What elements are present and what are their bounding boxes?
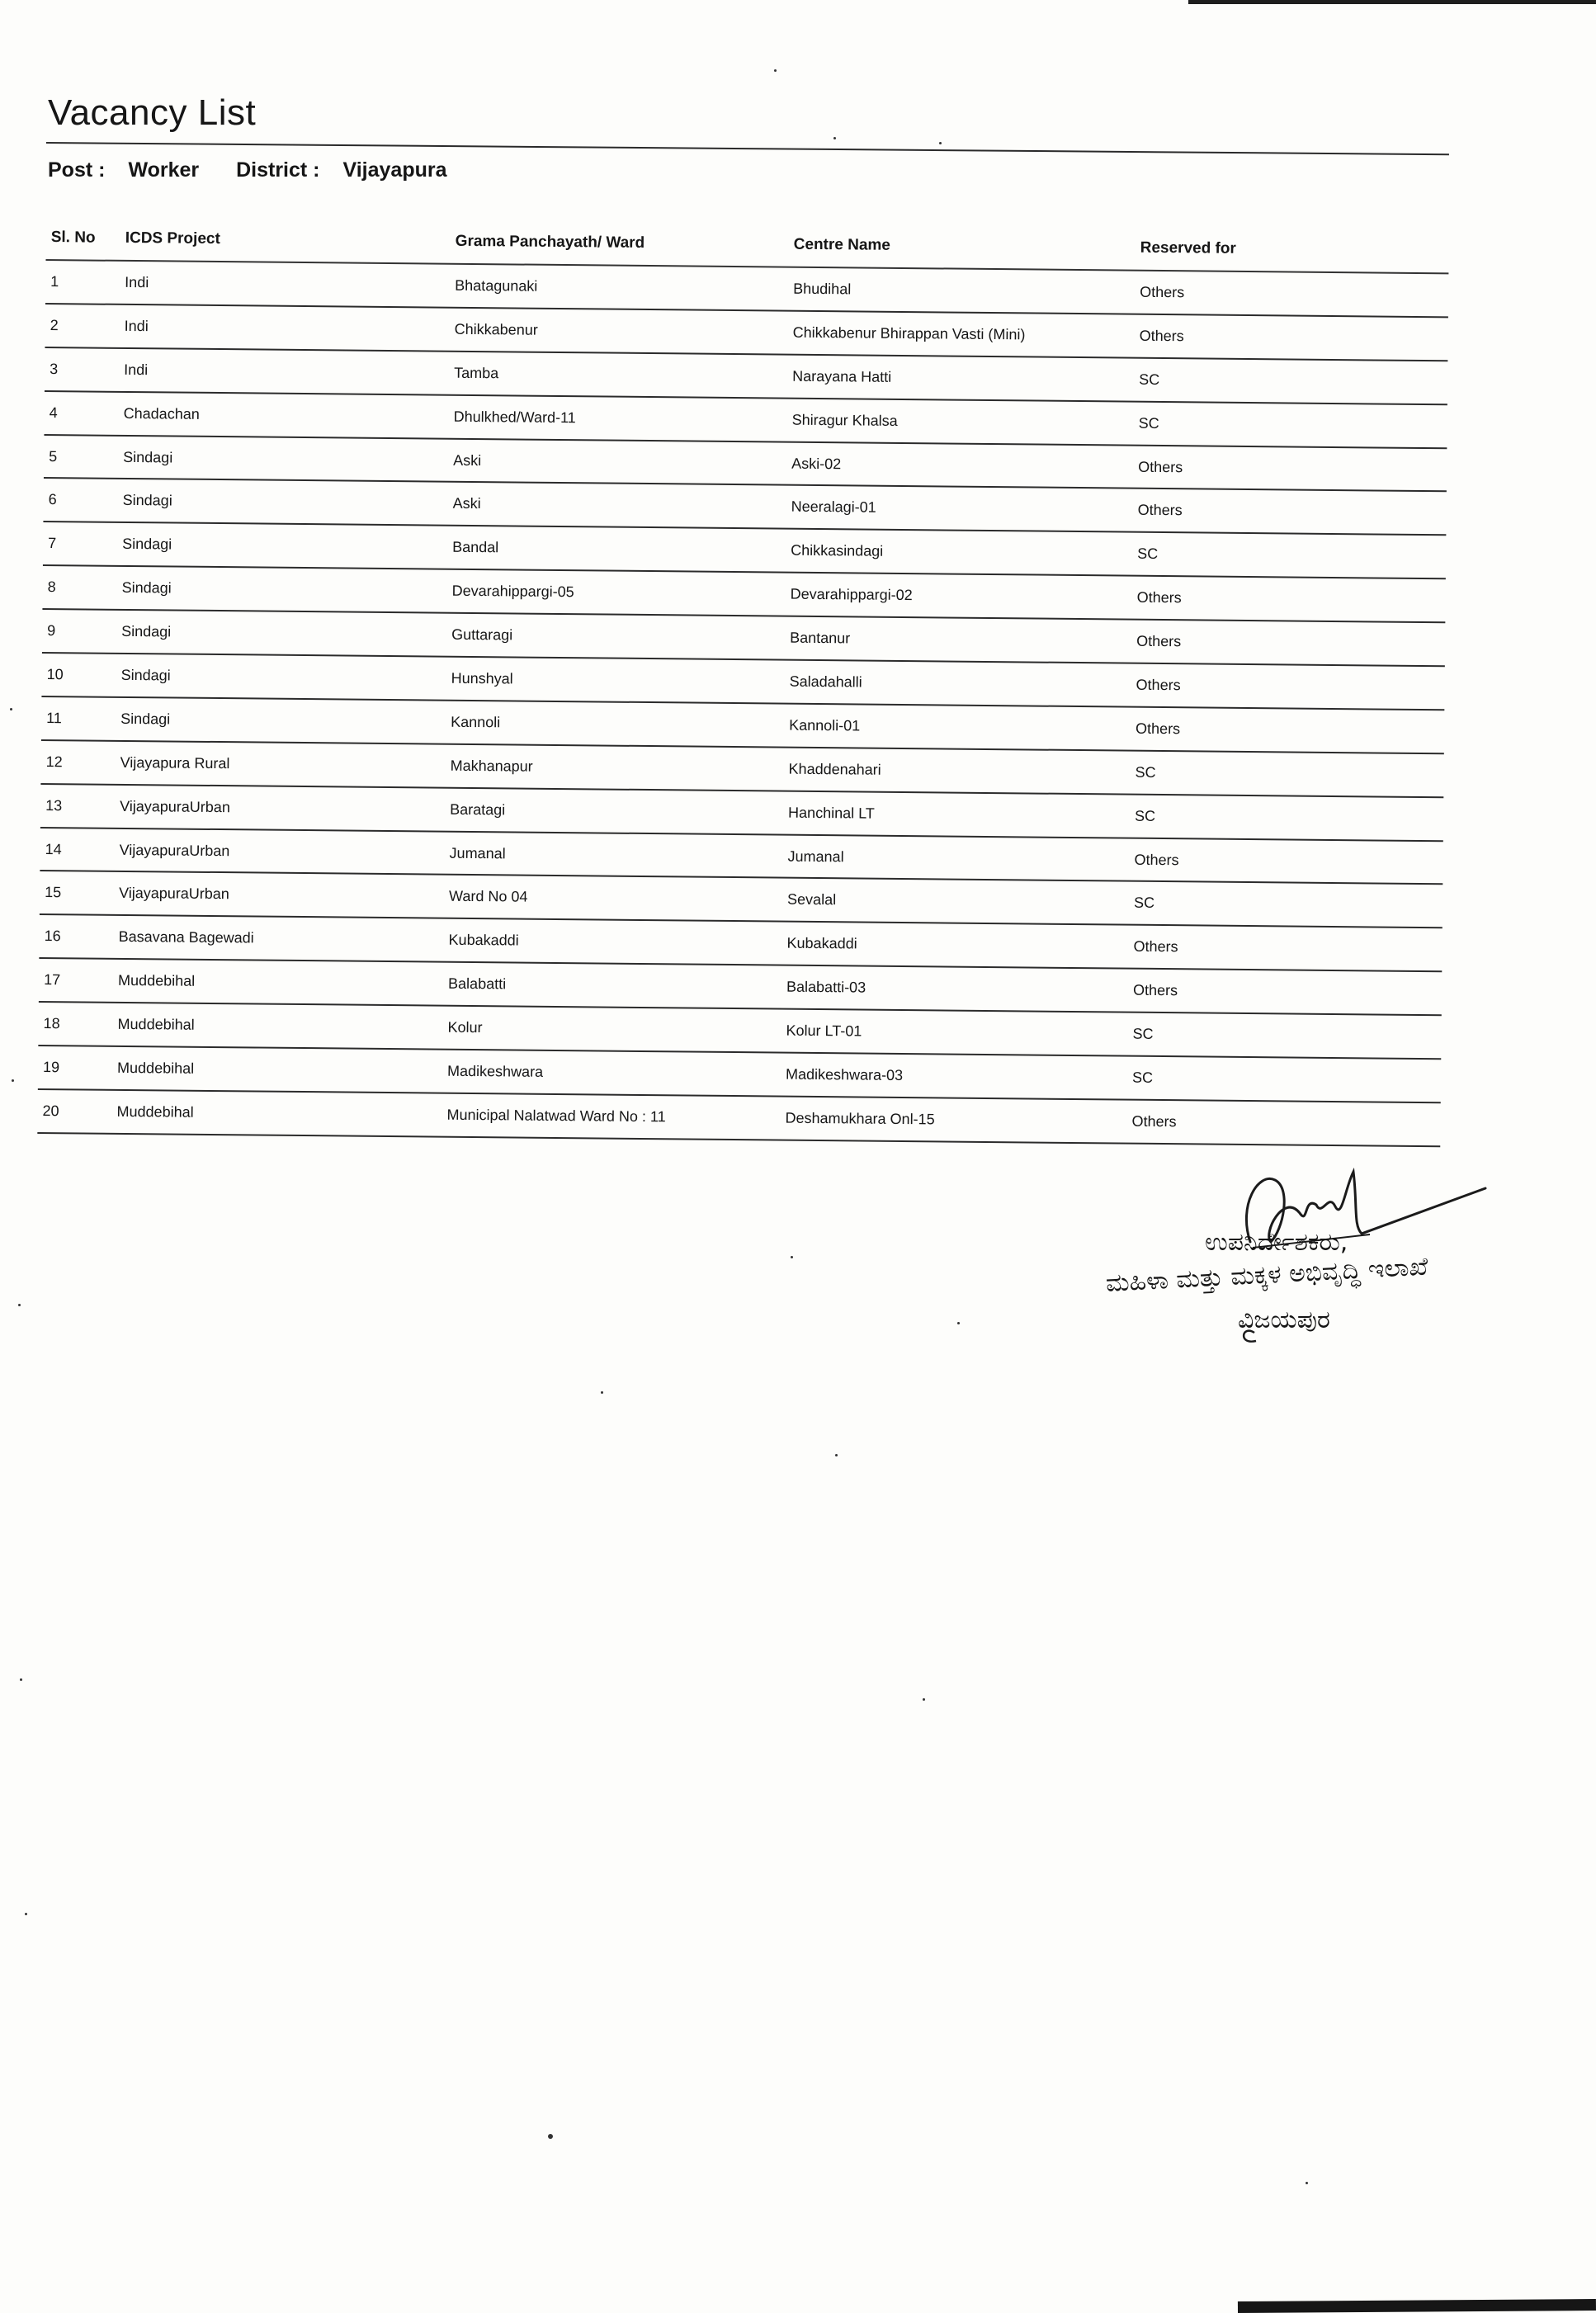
page-title: Vacancy List: [48, 92, 257, 133]
cell-grama-panchayath: Balabatti: [448, 975, 507, 993]
cell-centre-name: Narayana Hatti: [792, 367, 892, 385]
scan-speck: [957, 1322, 960, 1324]
header-icds-project: ICDS Project: [125, 229, 220, 248]
scan-speck: [774, 69, 777, 72]
cell-centre-name: Devarahippargi-02: [790, 585, 913, 604]
cell-icds-project: Sindagi: [121, 579, 172, 597]
cell-grama-panchayath: Aski: [453, 451, 482, 469]
cell-grama-panchayath: Kubakaddi: [448, 932, 519, 949]
cell-grama-panchayath: Jumanal: [449, 844, 506, 861]
scan-speck: [548, 2134, 553, 2139]
cell-reserved-for: Others: [1138, 458, 1183, 475]
cell-reserved-for: SC: [1131, 1069, 1154, 1086]
cell-icds-project: Indi: [125, 273, 149, 291]
post-label: Post :: [48, 158, 106, 182]
signature-department: ಮಹಿಳಾ ಮತ್ತು ಮಕ್ಕಳ ಅಭಿವೃದ್ಧಿ ಇಲಾಖೆ: [1105, 1252, 1429, 1298]
scan-speck: [939, 142, 942, 144]
cell-centre-name: Saladahalli: [789, 673, 862, 691]
cell-reserved-for: Others: [1132, 981, 1178, 999]
district-value: Vijayapura: [342, 158, 447, 182]
cell-sl-no: 19: [43, 1058, 60, 1076]
cell-icds-project: VijayapuraUrban: [119, 841, 230, 859]
cell-grama-panchayath: Kolur: [447, 1018, 483, 1036]
district-label: District :: [236, 158, 320, 182]
cell-icds-project: Sindagi: [121, 622, 172, 640]
cell-grama-panchayath: Kannoli: [451, 713, 501, 731]
cell-sl-no: 14: [45, 840, 62, 857]
scan-speck: [601, 1391, 603, 1394]
cell-centre-name: Sevalal: [786, 891, 837, 909]
cell-icds-project: Vijayapura Rural: [120, 753, 230, 772]
cell-icds-project: Sindagi: [120, 666, 171, 684]
cell-icds-project: Sindagi: [120, 710, 171, 728]
cell-icds-project: Indi: [124, 361, 149, 378]
cell-icds-project: Chadachan: [123, 404, 200, 422]
cell-icds-project: Sindagi: [123, 448, 173, 465]
scan-speck: [791, 1256, 793, 1258]
cell-reserved-for: SC: [1133, 895, 1155, 912]
cell-grama-panchayath: Devarahippargi-05: [451, 582, 574, 601]
cell-reserved-for: Others: [1134, 851, 1179, 868]
cell-grama-panchayath: Municipal Nalatwad Ward No : 11: [446, 1106, 666, 1126]
cell-grama-panchayath: Makhanapur: [450, 757, 533, 775]
cell-reserved-for: SC: [1135, 763, 1156, 781]
cell-sl-no: 5: [49, 447, 58, 465]
cell-sl-no: 3: [50, 360, 59, 377]
post-value: Worker: [128, 158, 200, 182]
cell-centre-name: Bhudihal: [793, 280, 852, 298]
cell-centre-name: Shiragur Khalsa: [791, 411, 898, 429]
cell-centre-name: Hanchinal LT: [788, 804, 875, 822]
cell-sl-no: 18: [43, 1015, 60, 1032]
cell-grama-panchayath: Chikkabenur: [454, 320, 538, 338]
cell-icds-project: Basavana Bagewadi: [118, 928, 254, 946]
cell-icds-project: Muddebihal: [117, 1015, 195, 1033]
cell-icds-project: VijayapuraUrban: [119, 885, 229, 903]
cell-reserved-for: Others: [1136, 720, 1181, 738]
scan-speck: [923, 1698, 925, 1701]
scan-speck: [10, 708, 12, 710]
cell-icds-project: Sindagi: [122, 536, 172, 553]
table-body: [37, 261, 1448, 1147]
cell-grama-panchayath: Ward No 04: [449, 888, 528, 906]
cell-sl-no: 16: [44, 928, 61, 945]
cell-icds-project: Sindagi: [122, 492, 172, 509]
cell-sl-no: 9: [47, 622, 56, 640]
cell-reserved-for: SC: [1132, 1025, 1154, 1043]
cell-centre-name: Kubakaddi: [786, 934, 857, 952]
cell-reserved-for: SC: [1139, 371, 1160, 388]
scan-speck: [25, 1913, 27, 1915]
cell-icds-project: Muddebihal: [118, 972, 196, 989]
scan-speck: [833, 137, 836, 139]
cell-icds-project: Muddebihal: [117, 1059, 195, 1077]
cell-grama-panchayath: Dhulkhed/Ward-11: [453, 408, 576, 426]
post-district-line: [48, 158, 470, 182]
cell-reserved-for: Others: [1136, 676, 1181, 694]
cell-icds-project: VijayapuraUrban: [120, 797, 231, 815]
cell-sl-no: 20: [42, 1102, 59, 1120]
cell-centre-name: Deshamukhara Onl-15: [785, 1109, 935, 1128]
signature-place: ವಿಜಯಪುರ: [1238, 1305, 1330, 1334]
cell-centre-name: Madikeshwara-03: [785, 1065, 904, 1083]
cell-grama-panchayath: Baratagi: [450, 800, 506, 818]
cell-centre-name: Bantanur: [790, 629, 851, 647]
cell-centre-name: Chikkasindagi: [791, 541, 884, 560]
cell-centre-name: Chikkabenur Bhirappan Vasti (Mini): [792, 323, 1026, 343]
scan-speck: [12, 1079, 14, 1082]
cell-sl-no: 8: [47, 578, 56, 596]
cell-centre-name: Kolur LT-01: [786, 1022, 862, 1040]
cell-grama-panchayath: Madikeshwara: [446, 1062, 544, 1080]
cell-reserved-for: Others: [1133, 937, 1178, 956]
scan-edge-top: [1188, 0, 1596, 4]
cell-sl-no: 13: [45, 796, 63, 814]
header-sl-no: Sl. No: [50, 229, 96, 247]
cell-reserved-for: Others: [1140, 283, 1185, 301]
cell-grama-panchayath: Bhatagunaki: [455, 276, 538, 295]
cell-reserved-for: SC: [1138, 414, 1159, 432]
cell-reserved-for: Others: [1136, 632, 1182, 650]
cell-reserved-for: SC: [1134, 807, 1156, 824]
cell-icds-project: Muddebihal: [116, 1102, 194, 1121]
cell-centre-name: Jumanal: [787, 847, 844, 865]
cell-grama-panchayath: Guttaragi: [451, 625, 513, 644]
scan-speck: [1306, 2182, 1308, 2184]
cell-grama-panchayath: Hunshyal: [451, 669, 513, 687]
signature-designation: ಉಪನಿರ್ದೇಶಕರು,: [1205, 1228, 1348, 1257]
cell-sl-no: 6: [48, 491, 57, 508]
cell-centre-name: Khaddenahari: [788, 760, 881, 778]
cell-centre-name: Aski-02: [791, 455, 842, 472]
cell-reserved-for: SC: [1137, 545, 1159, 563]
cell-sl-no: 4: [49, 404, 58, 421]
cell-grama-panchayath: Aski: [452, 495, 481, 512]
scan-speck: [835, 1454, 838, 1456]
cell-reserved-for: Others: [1136, 588, 1182, 607]
cell-sl-no: 10: [46, 665, 64, 683]
signature-block: [1106, 1155, 1535, 1370]
header-reserved-for: Reserved for: [1140, 238, 1236, 257]
cell-centre-name: Kannoli-01: [789, 716, 861, 734]
cell-sl-no: 1: [50, 272, 59, 290]
header-grama-panchayath: Grama Panchayath/ Ward: [455, 232, 645, 252]
scan-speck: [18, 1304, 21, 1306]
title-underline: [46, 142, 1449, 155]
cell-grama-panchayath: Bandal: [452, 539, 499, 556]
cell-reserved-for: Others: [1131, 1112, 1177, 1131]
scan-edge-bottom: [1238, 2299, 1596, 2313]
cell-icds-project: Indi: [124, 317, 149, 335]
header-centre-name: Centre Name: [793, 235, 891, 254]
cell-reserved-for: Others: [1139, 327, 1184, 345]
cell-sl-no: 7: [48, 535, 57, 552]
cell-centre-name: Neeralagi-01: [791, 498, 876, 517]
cell-centre-name: Balabatti-03: [786, 978, 866, 996]
vacancy-table: [37, 216, 1449, 1147]
cell-sl-no: 11: [46, 709, 62, 727]
cell-reserved-for: Others: [1137, 502, 1183, 519]
cell-sl-no: 2: [50, 316, 59, 333]
cell-grama-panchayath: Tamba: [454, 364, 499, 381]
cell-sl-no: 12: [45, 753, 63, 770]
scan-speck: [20, 1678, 22, 1681]
cell-sl-no: 17: [44, 971, 61, 989]
cell-sl-no: 15: [45, 884, 62, 901]
